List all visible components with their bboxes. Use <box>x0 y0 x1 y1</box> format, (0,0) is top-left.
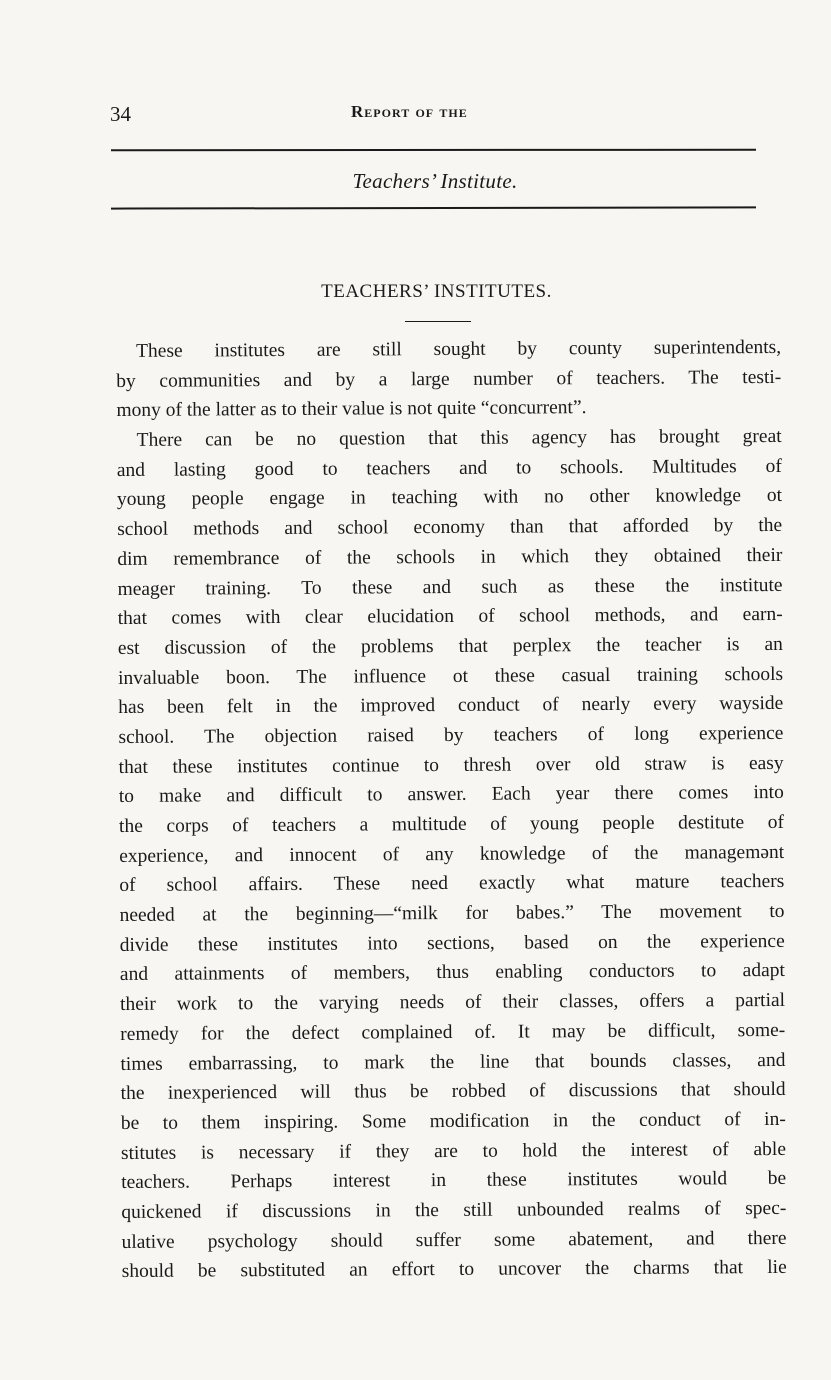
text-line: divide these institutes into sections, based on the experience <box>119 930 785 956</box>
text-line: the corps of teachers a multitude of young people destitute of <box>118 811 785 837</box>
text-line: their work to the varying needs of their classes, offers a partial <box>120 990 786 1016</box>
text-line: the inexperienced will thus be robbed of discussions that should <box>120 1079 786 1105</box>
text-line: teachers. Perhaps interest in these institutes would be <box>121 1168 787 1194</box>
page-number: 34 <box>110 102 131 126</box>
text-line: ulative psychology should suffer some abatement, and there <box>121 1227 787 1253</box>
text-line: young people engage in teaching with no other knowledge ot <box>116 485 783 511</box>
text-line: that comes with clear elucidation of school methods, and earn- <box>117 604 783 630</box>
text-line: invaluable boon. The influence ot these casual training schools <box>118 663 784 689</box>
text-line: remedy for the defect complained of. It may be difficult, some- <box>120 1019 786 1045</box>
text-line: stitutes is necessary if they are to hold the interest of able <box>120 1138 787 1164</box>
text-line: school. The objection raised by teachers of long experience <box>118 722 784 748</box>
text-line: of school affairs. These need exactly what mature teachers <box>119 871 785 897</box>
text-line: by communities and by a large number of teachers. The testi- <box>116 366 782 392</box>
text-line: dim remembrance of the schools in which they obtained their <box>117 544 783 570</box>
text-line: has been felt in the improved conduct of nearly every wayside <box>118 693 784 719</box>
title-rule <box>405 321 471 322</box>
text-line: times embarrassing, to mark the line that bounds classes, and <box>120 1049 786 1075</box>
section-title: TEACHERS’ INSTITUTES. <box>321 281 552 302</box>
text-line: needed at the beginning—“milk for babes.” The movement to <box>119 900 785 927</box>
body-text <box>116 333 787 1287</box>
running-head: Report of the <box>351 102 468 121</box>
text-line: be to them inspiring. Some modification in the conduct of in- <box>120 1108 786 1134</box>
text-line: There can be no question that this agency has brought great <box>136 425 782 451</box>
text-line: These institutes are still sought by county superintendents, <box>136 336 782 362</box>
text-line: quickened if discussions in the still unbounded realms of spec- <box>121 1197 787 1223</box>
text-line: that these institutes continue to thresh over old straw is easy <box>118 752 784 778</box>
text-line: should be substituted an effort to uncover the charms that lie <box>121 1257 787 1283</box>
text-line: meager training. To these and such as these the institute <box>117 574 783 600</box>
text-line: and attainments of members, thus enabling conductors to adapt <box>119 960 785 986</box>
text-line: and lasting good to teachers and to schools. Multitudes of <box>116 455 782 481</box>
text-line: school methods and school economy than that afforded by the <box>117 515 783 541</box>
text-line: mony of the latter as to their value is not quite “concurrent”. <box>116 397 587 422</box>
text-line: est discussion of the problems that perplex the teacher is an <box>117 633 783 659</box>
subhead: Teachers’ Institute. <box>352 169 518 193</box>
header-rule-bottom <box>111 206 756 209</box>
text-line: experience, and innocent of any knowledge of the managemənt <box>119 841 785 867</box>
text-line: to make and difficult to answer. Each year there comes into <box>118 782 784 808</box>
header-rule-top <box>111 149 756 152</box>
